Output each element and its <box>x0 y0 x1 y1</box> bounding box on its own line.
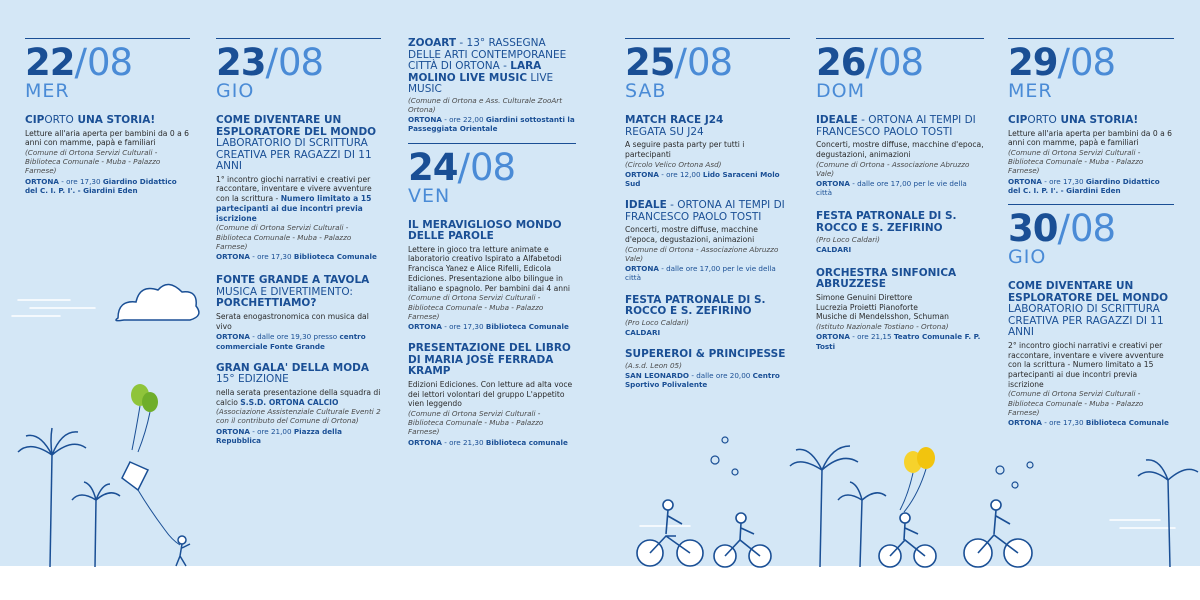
event-organizer: (A.s.d. Leon 05) <box>625 360 682 370</box>
event-location: ORTONA - dalle ore 19,30 presso centro commerciale Fonte Grande <box>216 332 366 351</box>
event-meraviglioso-mondo <box>408 220 576 332</box>
event-description: Letture all'aria aperta per bambini da 0 a 6 anni con mamme, papà e familiari <box>1008 128 1172 148</box>
event-title: COME DIVENTARE UN ESPLORATORE DEL MONDO LABORATORIO DI SCRITTURA CREATIVA PER RAGAZZI DI 11 ANNI <box>1008 280 1169 339</box>
event-organizer: (Comune di Ortona Servizi Culturali - Biblioteca Comunale - Muba - Palazzo Farnese) <box>408 293 544 321</box>
palm-tree-icon <box>790 446 886 567</box>
event-presentazione-libro <box>408 343 576 447</box>
date-day: 23 <box>216 41 266 84</box>
cyclist-icon <box>637 500 703 566</box>
date-day: 22 <box>25 41 75 84</box>
date-day: 25 <box>625 41 675 84</box>
ground-strip <box>0 568 1200 600</box>
date-heading <box>408 145 576 189</box>
event-organizer: (Comune di Ortona Servizi Culturali - Biblioteca Comunale - Muba - Palazzo Farnese) <box>1008 389 1144 417</box>
column-23-08 <box>216 38 381 454</box>
column-26-08 <box>816 38 984 360</box>
column-22-08 <box>25 38 190 204</box>
event-title: FESTA PATRONALE DI S. ROCCO E S. ZEFIRINO <box>625 293 766 318</box>
event-zooart <box>408 38 576 134</box>
event-title: CIPORTO UNA STORIA! <box>1008 114 1139 126</box>
event-title: IL MERAVIGLIOSO MONDO DELLE PAROLE <box>408 218 562 243</box>
event-organizer: (Comune di Ortona Servizi Culturali - Biblioteca Comunale - Muba - Palazzo Farnese) <box>1008 147 1144 176</box>
event-location: ORTONA - ore 21,30 Biblioteca comunale <box>408 437 568 447</box>
kite-icon <box>122 462 180 545</box>
date-separator: / <box>457 145 470 189</box>
event-match-race <box>625 115 790 188</box>
event-organizer: (Circolo Velico Ortona Asd) <box>625 159 722 169</box>
event-ciporto <box>25 115 190 195</box>
event-location: ORTONA - dalle ore 17,00 per le vie della città <box>625 264 776 283</box>
balloon-icon <box>131 384 158 452</box>
event-title: FESTA PATRONALE DI S. ROCCO E S. ZEFIRINO <box>816 210 957 234</box>
event-organizer: (Comune di Ortona Servizi Culturali - Biblioteca Comunale - Muba - Palazzo Farnese) <box>25 147 161 176</box>
event-esploratore <box>1008 281 1174 427</box>
bubbles-decoration <box>711 437 1033 488</box>
date-month: 08 <box>469 145 516 189</box>
divider <box>408 143 576 144</box>
date-day: 26 <box>816 41 866 84</box>
divider <box>816 38 984 39</box>
date-heading <box>216 41 381 84</box>
event-location: ORTONA - ore 17,30 Biblioteca Comunale <box>408 321 569 331</box>
event-description: Concerti, mostre diffuse, macchine d'epoca, degustazioni, animazioni <box>625 225 758 244</box>
weekday-label: GIO <box>216 80 255 102</box>
event-location: ORTONA - ore 17,30 Giardino Didattico del C. I. P. I'. - Giardini Eden <box>25 176 177 195</box>
palm-tree-icon <box>1138 460 1198 567</box>
date-heading <box>1008 41 1174 84</box>
event-ideale <box>625 200 790 282</box>
wind-lines-icon <box>12 300 1175 528</box>
event-organizer: (Comune di Ortona e Ass. Culturale ZooArt Ortona) <box>408 95 563 114</box>
cloud-icon <box>116 284 199 320</box>
event-description: 2° incontro giochi narrativi e creativi per raccontare, inventare e vivere avventure con la scrittura - Numero limitato a 15 partecipanti ai due incontri previa iscrizione <box>1008 340 1164 389</box>
event-organizer: (Istituto Nazionale Tostiano - Ortona) <box>816 322 949 332</box>
event-festa-patronale <box>625 295 790 338</box>
date-day: 30 <box>1008 207 1058 251</box>
event-title: SUPEREROI & PRINCIPESSE <box>625 348 786 361</box>
date-separator: / <box>1057 41 1070 84</box>
event-location: ORTONA - dalle ore 17,00 per le vie della città <box>816 178 967 198</box>
event-title: CIPORTO UNA STORIA! <box>25 114 156 126</box>
event-location: ORTONA - ore 17,30 Biblioteca Comunale <box>216 251 377 261</box>
palm-tree-icon <box>18 428 120 567</box>
column-25-08 <box>625 38 790 398</box>
date-month: 08 <box>877 41 924 84</box>
event-title: GRAN GALA' DELLA MODA 15° EDIZIONE <box>216 361 369 386</box>
date-separator: / <box>865 41 878 84</box>
event-organizer: (Comune di Ortona - Associazione Abruzzo Vale) <box>625 244 779 263</box>
date-heading <box>816 41 984 84</box>
weekday-label: MER <box>25 80 70 102</box>
event-description: Simone Genuini Direttore Lucrezia Proietti Pianoforte Musiche di Mendelsshon, Schuman <box>816 293 949 322</box>
date-month: 08 <box>277 41 324 84</box>
weekday-label: MER <box>1008 80 1053 102</box>
divider <box>216 38 381 39</box>
event-description: 1° incontro giochi narrativi e creativi per raccontare, inventare e vivere avventure con la scrittura - Numero limitato a 15 partecipanti ai due incontri previa iscrizione <box>216 174 372 223</box>
date-separator: / <box>265 41 278 84</box>
cyclist-icon <box>879 513 936 567</box>
event-title: ZOOART - 13° RASSEGNA DELLE ARTI CONTEMPORANEE CITTÀ DI ORTONA - LARA MOLINO LIVE MUSIC LIVE MUSIC <box>408 37 567 96</box>
event-title: MATCH RACE J24 REGATA SU J24 <box>625 114 724 138</box>
event-fonte-grande <box>216 275 381 351</box>
event-esploratore <box>216 115 381 261</box>
column-24-08 <box>408 38 576 456</box>
weekday-label: DOM <box>816 80 865 102</box>
event-orchestra <box>816 268 984 351</box>
cyclist-icon <box>964 500 1032 567</box>
event-description: Letture all'aria aperta per bambini da 0 a 6 anni con mamme, papà e familiari <box>25 128 189 148</box>
event-organizer: (Comune di Ortona Servizi Culturali - Biblioteca Comunale - Muba - Palazzo Farnese) <box>408 408 544 437</box>
event-supereroi <box>625 349 790 389</box>
divider <box>25 38 190 39</box>
event-description: A seguire pasta party per tutti i partecipanti <box>625 140 745 159</box>
weekday-label: GIO <box>1008 246 1047 269</box>
divider <box>1008 38 1174 39</box>
event-location: ORTONA - ore 22,00 Giardini sottostanti la Passeggiata Orientale <box>408 115 575 134</box>
event-location: ORTONA - ore 21,15 Teatro Comunale F. P. Tosti <box>816 332 981 351</box>
date-month: 08 <box>1069 207 1116 251</box>
event-location: SAN LEONARDO - dalle ore 20,00 Centro Sportivo Polivalente <box>625 370 780 390</box>
event-description: nella serata presentazione della squadra di calcio S.S.D. ORTONA CALCIO <box>216 387 381 407</box>
event-title: COME DIVENTARE UN ESPLORATORE DEL MONDO LABORATORIO DI SCRITTURA CREATIVA PER RAGAZZI DI 11 ANNI <box>216 114 377 173</box>
event-location: ORTONA - ore 21,00 Piazza della Repubblica <box>216 426 342 445</box>
event-organizer: (Comune di Ortona - Associazione Abruzzo Vale) <box>816 159 970 178</box>
event-description: Edizioni Ediciones. Con letture ad alta voce dei lettori volontari del gruppo L'appetito vien leggendo <box>408 379 573 409</box>
event-description: Concerti, mostre diffuse, macchine d'epoca, degustazioni, animazioni <box>816 140 984 159</box>
event-ideale <box>816 115 984 197</box>
weekday-label: VEN <box>408 184 451 207</box>
column-29-08 <box>1008 38 1174 436</box>
event-location: CALDARI <box>816 244 852 254</box>
event-description: Lettere in gioco tra letture animate e laboratorio creativo Ispirato a Alfabetodi Francisca Yanez e Alice Rifelli, Edicola Ediciones. Presentazione albo bilingue in italiano e spagnolo. Per bambini dai 4 anni <box>408 244 571 293</box>
date-separator: / <box>74 41 87 84</box>
event-location: ORTONA - ore 12,00 Lido Saraceni Molo Sud <box>625 169 780 188</box>
event-title: ORCHESTRA SINFONICA ABRUZZESE <box>816 266 957 291</box>
date-day: 24 <box>408 145 458 189</box>
event-organizer: (Comune di Ortona Servizi Culturali - Biblioteca Comunale - Muba - Palazzo Farnese) <box>216 223 352 251</box>
date-month: 08 <box>86 41 133 84</box>
event-title: FONTE GRANDE A TAVOLA MUSICA E DIVERTIMENTO: PORCHETTIAMO? <box>216 274 370 310</box>
date-heading <box>1008 207 1174 251</box>
event-festa-patronale <box>816 211 984 254</box>
event-gran-gala <box>216 363 381 445</box>
event-location: ORTONA - ore 17,30 Biblioteca Comunale <box>1008 418 1169 428</box>
date-heading <box>25 41 190 84</box>
divider <box>1008 204 1174 205</box>
event-description: Serata enogastronomica con musica dal vivo <box>216 311 369 331</box>
event-location: ORTONA - ore 17,30 Giardino Didattico del C. I. P. I'. - Giardini Eden <box>1008 176 1160 195</box>
date-separator: / <box>1057 207 1070 251</box>
date-month: 08 <box>686 41 733 84</box>
balloon-icon <box>900 447 935 512</box>
date-heading <box>625 41 790 84</box>
event-ciporto <box>1008 115 1174 195</box>
event-title: IDEALE - ORTONA AI TEMPI DI FRANCESCO PAOLO TOSTI <box>625 199 785 223</box>
date-month: 08 <box>1069 41 1116 84</box>
event-organizer: (Associazione Assistenziale Culturale Eventi 2 con il contributo del Comune di Ortona) <box>216 407 381 426</box>
divider <box>625 38 790 39</box>
event-title: PRESENTAZIONE DEL LIBRO DI MARIA JOSÈ FERRADA KRAMP <box>408 342 571 378</box>
weekday-label: SAB <box>625 80 667 102</box>
date-separator: / <box>674 41 687 84</box>
kid-figure <box>176 536 190 566</box>
event-location: CALDARI <box>625 327 661 337</box>
date-day: 29 <box>1008 41 1058 84</box>
cyclist-icon <box>714 513 771 567</box>
event-organizer: (Pro Loco Caldari) <box>625 317 689 327</box>
event-organizer: (Pro Loco Caldari) <box>816 234 880 244</box>
event-title: IDEALE - ORTONA AI TEMPI DI FRANCESCO PAOLO TOSTI <box>816 114 976 138</box>
